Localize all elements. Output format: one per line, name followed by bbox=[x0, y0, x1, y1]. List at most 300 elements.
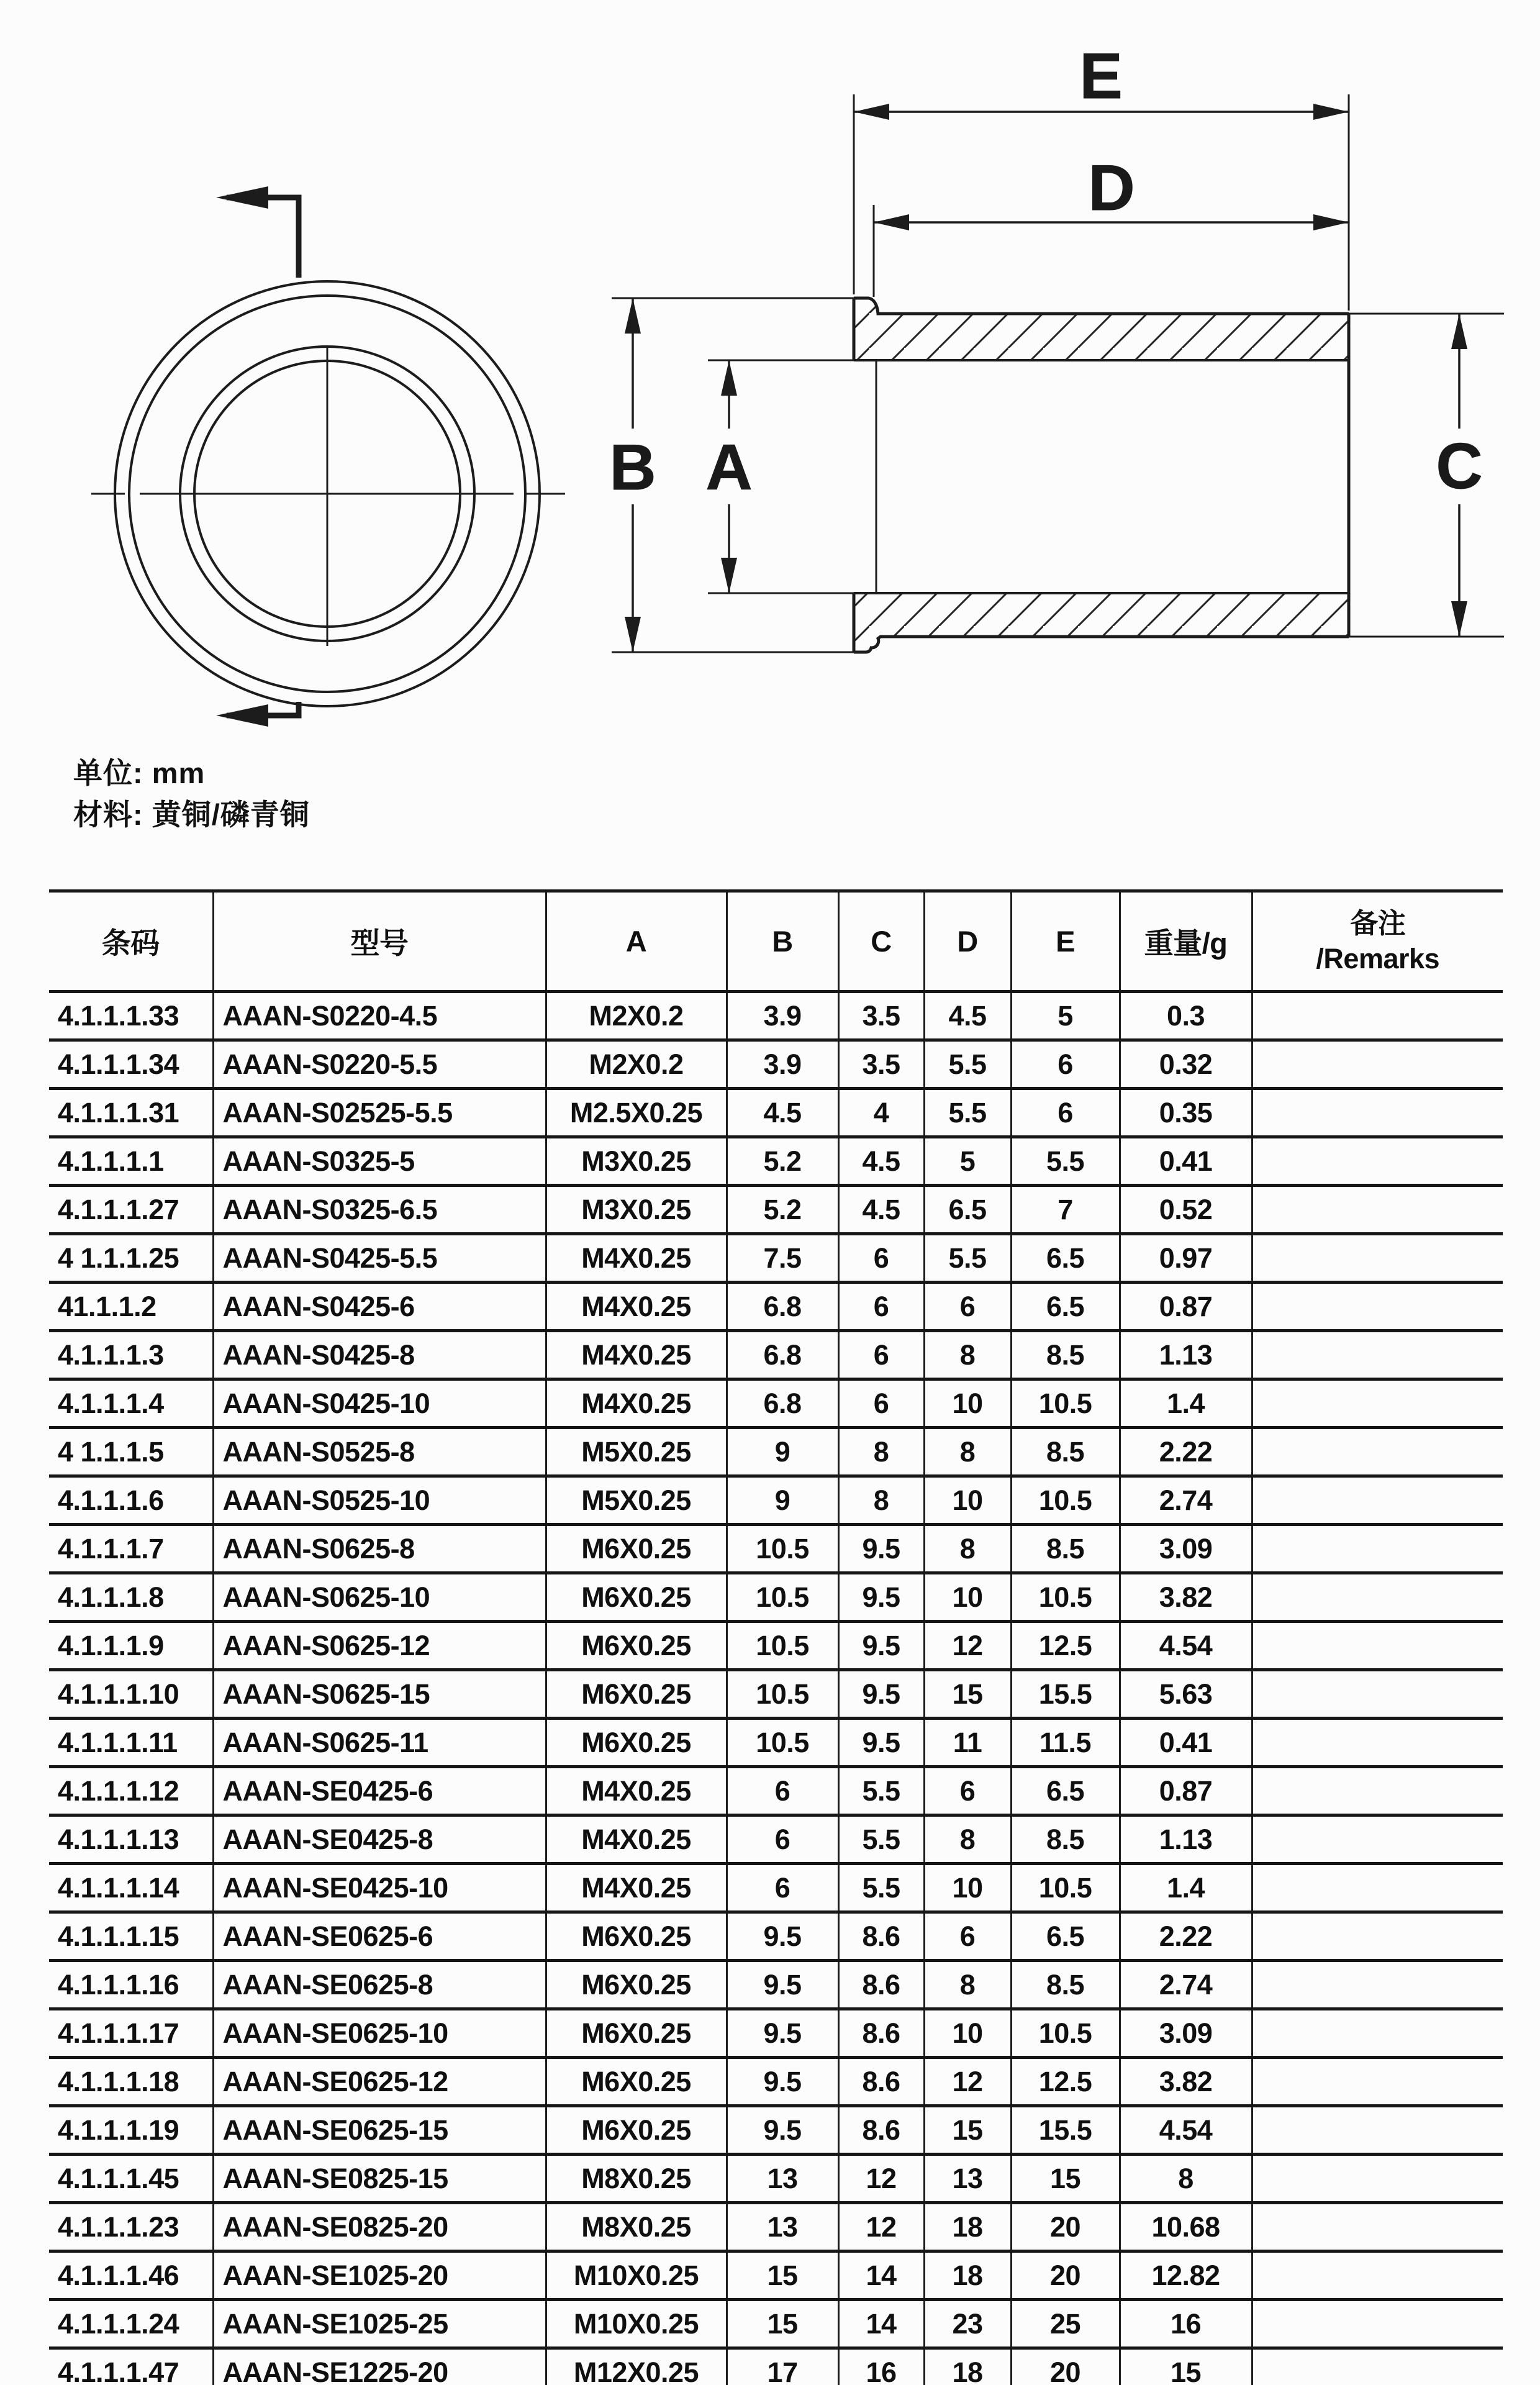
d-cell: 18 bbox=[924, 2251, 1011, 2300]
barcode-cell: 4.1.1.1.34 bbox=[49, 1040, 213, 1089]
model-cell: AAAN-S02525-5.5 bbox=[213, 1089, 546, 1137]
a-cell: M4X0.25 bbox=[546, 1767, 727, 1815]
table-row bbox=[49, 2300, 1503, 2348]
table-header-row bbox=[49, 891, 1503, 992]
d-cell: 10 bbox=[924, 1864, 1011, 1912]
a-cell: M6X0.25 bbox=[546, 1719, 727, 1767]
remarks-cell bbox=[1252, 1186, 1503, 1234]
c-cell: 8.6 bbox=[838, 2009, 924, 2058]
weight-cell: 1.4 bbox=[1120, 1379, 1252, 1428]
d-cell: 18 bbox=[924, 2203, 1011, 2251]
d-cell: 6 bbox=[924, 1283, 1011, 1331]
dim-label-C: C bbox=[1436, 430, 1483, 502]
c-cell: 6 bbox=[838, 1234, 924, 1283]
barcode-cell: 4.1.1.1.10 bbox=[49, 1670, 213, 1719]
header-model: 型号 bbox=[213, 891, 546, 992]
remarks-cell bbox=[1252, 2348, 1503, 2385]
d-cell: 8 bbox=[924, 1428, 1011, 1476]
a-cell: M4X0.25 bbox=[546, 1331, 727, 1379]
e-cell: 6 bbox=[1011, 1089, 1120, 1137]
b-cell: 9.5 bbox=[727, 2058, 838, 2106]
dimension-arrows bbox=[625, 104, 1467, 652]
weight-cell: 2.74 bbox=[1120, 1476, 1252, 1525]
e-cell: 8.5 bbox=[1011, 1331, 1120, 1379]
b-cell: 9 bbox=[727, 1428, 838, 1476]
table-row bbox=[49, 1379, 1503, 1428]
d-cell: 23 bbox=[924, 2300, 1011, 2348]
e-cell: 25 bbox=[1011, 2300, 1120, 2348]
table-row bbox=[49, 1186, 1503, 1234]
d-cell: 13 bbox=[924, 2155, 1011, 2203]
weight-cell: 10.68 bbox=[1120, 2203, 1252, 2251]
weight-cell: 2.22 bbox=[1120, 1428, 1252, 1476]
table-row bbox=[49, 1137, 1503, 1186]
d-cell: 15 bbox=[924, 1670, 1011, 1719]
c-cell: 3.5 bbox=[838, 992, 924, 1040]
a-cell: M5X0.25 bbox=[546, 1428, 727, 1476]
weight-cell: 8 bbox=[1120, 2155, 1252, 2203]
material-note: 材料: 黄铜/磷青铜 bbox=[73, 797, 310, 831]
c-cell: 9.5 bbox=[838, 1622, 924, 1670]
b-cell: 6 bbox=[727, 1767, 838, 1815]
c-cell: 5.5 bbox=[838, 1767, 924, 1815]
b-cell: 3.9 bbox=[727, 992, 838, 1040]
remarks-cell bbox=[1252, 1331, 1503, 1379]
b-cell: 9.5 bbox=[727, 2009, 838, 2058]
barcode-cell: 4.1.1.1.17 bbox=[49, 2009, 213, 2058]
a-cell: M4X0.25 bbox=[546, 1283, 727, 1331]
d-cell: 4.5 bbox=[924, 992, 1011, 1040]
table-row bbox=[49, 1719, 1503, 1767]
model-cell: AAAN-S0625-11 bbox=[213, 1719, 546, 1767]
dim-label-B: B bbox=[609, 432, 656, 504]
table-row bbox=[49, 1428, 1503, 1476]
c-cell: 9.5 bbox=[838, 1719, 924, 1767]
a-cell: M5X0.25 bbox=[546, 1476, 727, 1525]
table-row bbox=[49, 1815, 1503, 1864]
remarks-cell bbox=[1252, 1864, 1503, 1912]
c-cell: 16 bbox=[838, 2348, 924, 2385]
weight-cell: 3.09 bbox=[1120, 2009, 1252, 2058]
remarks-cell bbox=[1252, 1815, 1503, 1864]
remarks-cell bbox=[1252, 1525, 1503, 1573]
weight-cell: 0.97 bbox=[1120, 1234, 1252, 1283]
table-row bbox=[49, 1283, 1503, 1331]
c-cell: 4 bbox=[838, 1089, 924, 1137]
weight-cell: 1.13 bbox=[1120, 1331, 1252, 1379]
weight-cell: 15 bbox=[1120, 2348, 1252, 2385]
weight-cell: 0.32 bbox=[1120, 1040, 1252, 1089]
b-cell: 15 bbox=[727, 2251, 838, 2300]
table-row bbox=[49, 1089, 1503, 1137]
weight-cell: 0.87 bbox=[1120, 1767, 1252, 1815]
a-cell: M2X0.2 bbox=[546, 992, 727, 1040]
barcode-cell: 4.1.1.1.46 bbox=[49, 2251, 213, 2300]
weight-cell: 0.87 bbox=[1120, 1283, 1252, 1331]
remarks-cell bbox=[1252, 1719, 1503, 1767]
b-cell: 5.2 bbox=[727, 1137, 838, 1186]
a-cell: M10X0.25 bbox=[546, 2300, 727, 2348]
d-cell: 8 bbox=[924, 1331, 1011, 1379]
table-row bbox=[49, 1331, 1503, 1379]
table-row bbox=[49, 1670, 1503, 1719]
model-cell: AAAN-S0625-8 bbox=[213, 1525, 546, 1573]
barcode-cell: 4.1.1.1.4 bbox=[49, 1379, 213, 1428]
c-cell: 14 bbox=[838, 2300, 924, 2348]
model-cell: AAAN-SE0425-10 bbox=[213, 1864, 546, 1912]
c-cell: 6 bbox=[838, 1331, 924, 1379]
a-cell: M2.5X0.25 bbox=[546, 1089, 727, 1137]
weight-cell: 2.22 bbox=[1120, 1912, 1252, 1961]
b-cell: 9 bbox=[727, 1476, 838, 1525]
barcode-cell: 4.1.1.1.7 bbox=[49, 1525, 213, 1573]
barcode-cell: 4.1.1.1.9 bbox=[49, 1622, 213, 1670]
remarks-cell bbox=[1252, 1234, 1503, 1283]
table-row bbox=[49, 1525, 1503, 1573]
section-arrow-top bbox=[216, 186, 268, 209]
weight-cell: 1.4 bbox=[1120, 1864, 1252, 1912]
model-cell: AAAN-S0625-15 bbox=[213, 1670, 546, 1719]
weight-cell: 4.54 bbox=[1120, 2106, 1252, 2155]
table-row bbox=[49, 1961, 1503, 2009]
remarks-cell bbox=[1252, 2203, 1503, 2251]
c-cell: 8.6 bbox=[838, 2058, 924, 2106]
table-row bbox=[49, 2203, 1503, 2251]
remarks-cell bbox=[1252, 2300, 1503, 2348]
a-cell: M4X0.25 bbox=[546, 1234, 727, 1283]
barcode-cell: 4.1.1.1.6 bbox=[49, 1476, 213, 1525]
e-cell: 6.5 bbox=[1011, 1767, 1120, 1815]
weight-cell: 12.82 bbox=[1120, 2251, 1252, 2300]
weight-cell: 3.82 bbox=[1120, 1573, 1252, 1622]
barcode-cell: 4.1.1.1.31 bbox=[49, 1089, 213, 1137]
header-e: E bbox=[1011, 891, 1120, 992]
table-row bbox=[49, 1573, 1503, 1622]
d-cell: 8 bbox=[924, 1525, 1011, 1573]
e-cell: 5 bbox=[1011, 992, 1120, 1040]
remarks-cell bbox=[1252, 1089, 1503, 1137]
model-cell: AAAN-SE0425-8 bbox=[213, 1815, 546, 1864]
barcode-cell: 4.1.1.1.19 bbox=[49, 2106, 213, 2155]
model-cell: AAAN-S0425-8 bbox=[213, 1331, 546, 1379]
barcode-cell: 4.1.1.1.45 bbox=[49, 2155, 213, 2203]
barcode-cell: 4.1.1.1.8 bbox=[49, 1573, 213, 1622]
b-cell: 5.2 bbox=[727, 1186, 838, 1234]
section-arrow-bottom bbox=[216, 704, 268, 727]
spec-table bbox=[49, 889, 1503, 2385]
model-cell: AAAN-S0325-6.5 bbox=[213, 1186, 546, 1234]
e-cell: 12.5 bbox=[1011, 1622, 1120, 1670]
section-cut-arrows bbox=[216, 186, 299, 727]
table-row bbox=[49, 1767, 1503, 1815]
remarks-cell bbox=[1252, 2009, 1503, 2058]
b-cell: 9.5 bbox=[727, 1912, 838, 1961]
header-c: C bbox=[838, 891, 924, 992]
weight-cell: 3.09 bbox=[1120, 1525, 1252, 1573]
c-cell: 8 bbox=[838, 1476, 924, 1525]
a-cell: M12X0.25 bbox=[546, 2348, 727, 2385]
barcode-cell: 4 1.1.1.25 bbox=[49, 1234, 213, 1283]
b-cell: 10.5 bbox=[727, 1670, 838, 1719]
table-row bbox=[49, 1234, 1503, 1283]
remarks-cell bbox=[1252, 1476, 1503, 1525]
table-row bbox=[49, 2251, 1503, 2300]
c-cell: 5.5 bbox=[838, 1815, 924, 1864]
d-cell: 5.5 bbox=[924, 1089, 1011, 1137]
e-cell: 7 bbox=[1011, 1186, 1120, 1234]
remarks-cell bbox=[1252, 2155, 1503, 2203]
table-row bbox=[49, 1476, 1503, 1525]
weight-cell: 1.13 bbox=[1120, 1815, 1252, 1864]
e-cell: 8.5 bbox=[1011, 1525, 1120, 1573]
b-cell: 17 bbox=[727, 2348, 838, 2385]
remarks-cell bbox=[1252, 2251, 1503, 2300]
b-cell: 6.8 bbox=[727, 1283, 838, 1331]
a-cell: M8X0.25 bbox=[546, 2155, 727, 2203]
c-cell: 8.6 bbox=[838, 2106, 924, 2155]
remarks-cell bbox=[1252, 2058, 1503, 2106]
model-cell: AAAN-SE0625-8 bbox=[213, 1961, 546, 2009]
dim-label-A: A bbox=[705, 432, 753, 504]
e-cell: 10.5 bbox=[1011, 1573, 1120, 1622]
a-cell: M4X0.25 bbox=[546, 1864, 727, 1912]
barcode-cell: 4.1.1.1.14 bbox=[49, 1864, 213, 1912]
e-cell: 8.5 bbox=[1011, 1961, 1120, 2009]
b-cell: 9.5 bbox=[727, 1961, 838, 2009]
barcode-cell: 4.1.1.1.1 bbox=[49, 1137, 213, 1186]
table-row bbox=[49, 1864, 1503, 1912]
a-cell: M6X0.25 bbox=[546, 1622, 727, 1670]
model-cell: AAAN-SE0625-12 bbox=[213, 2058, 546, 2106]
dim-label-E: E bbox=[1079, 40, 1123, 112]
d-cell: 11 bbox=[924, 1719, 1011, 1767]
model-cell: AAAN-S0625-12 bbox=[213, 1622, 546, 1670]
d-cell: 15 bbox=[924, 2106, 1011, 2155]
b-cell: 6 bbox=[727, 1815, 838, 1864]
bottom-wall-hatch bbox=[854, 593, 1349, 652]
dim-label-D: D bbox=[1088, 152, 1135, 224]
e-cell: 15.5 bbox=[1011, 2106, 1120, 2155]
a-cell: M3X0.25 bbox=[546, 1137, 727, 1186]
e-cell: 20 bbox=[1011, 2251, 1120, 2300]
e-cell: 20 bbox=[1011, 2203, 1120, 2251]
weight-cell: 0.52 bbox=[1120, 1186, 1252, 1234]
d-cell: 18 bbox=[924, 2348, 1011, 2385]
barcode-cell: 4.1.1.1.11 bbox=[49, 1719, 213, 1767]
section-view bbox=[605, 40, 1504, 652]
e-cell: 6.5 bbox=[1011, 1912, 1120, 1961]
barcode-cell: 4.1.1.1.16 bbox=[49, 1961, 213, 2009]
d-cell: 6 bbox=[924, 1912, 1011, 1961]
e-cell: 11.5 bbox=[1011, 1719, 1120, 1767]
table-row bbox=[49, 1622, 1503, 1670]
e-cell: 15 bbox=[1011, 2155, 1120, 2203]
b-cell: 13 bbox=[727, 2203, 838, 2251]
c-cell: 5.5 bbox=[838, 1864, 924, 1912]
model-cell: AAAN-S0325-5 bbox=[213, 1137, 546, 1186]
b-cell: 6 bbox=[727, 1864, 838, 1912]
model-cell: AAAN-S0425-10 bbox=[213, 1379, 546, 1428]
top-wall-hatch bbox=[854, 298, 1349, 360]
e-cell: 10.5 bbox=[1011, 1476, 1120, 1525]
barcode-cell: 4.1.1.1.47 bbox=[49, 2348, 213, 2385]
a-cell: M6X0.25 bbox=[546, 2058, 727, 2106]
table-row bbox=[49, 2155, 1503, 2203]
a-cell: M8X0.25 bbox=[546, 2203, 727, 2251]
table-row bbox=[49, 1040, 1503, 1089]
d-cell: 10 bbox=[924, 1379, 1011, 1428]
table-row bbox=[49, 992, 1503, 1040]
extension-lines bbox=[612, 94, 1504, 652]
d-cell: 6.5 bbox=[924, 1186, 1011, 1234]
model-cell: AAAN-SE1025-20 bbox=[213, 2251, 546, 2300]
a-cell: M2X0.2 bbox=[546, 1040, 727, 1089]
barcode-cell: 4.1.1.1.18 bbox=[49, 2058, 213, 2106]
e-cell: 6.5 bbox=[1011, 1234, 1120, 1283]
weight-cell: 16 bbox=[1120, 2300, 1252, 2348]
a-cell: M6X0.25 bbox=[546, 1573, 727, 1622]
a-cell: M6X0.25 bbox=[546, 1912, 727, 1961]
c-cell: 8.6 bbox=[838, 1912, 924, 1961]
header-remarks-line2: /Remarks bbox=[1316, 942, 1440, 974]
weight-cell: 0.41 bbox=[1120, 1719, 1252, 1767]
c-cell: 8.6 bbox=[838, 1961, 924, 2009]
model-cell: AAAN-SE1025-25 bbox=[213, 2300, 546, 2348]
weight-cell: 3.82 bbox=[1120, 2058, 1252, 2106]
d-cell: 8 bbox=[924, 1961, 1011, 2009]
b-cell: 6.8 bbox=[727, 1379, 838, 1428]
header-b: B bbox=[727, 891, 838, 992]
barcode-cell: 4.1.1.1.24 bbox=[49, 2300, 213, 2348]
table-row bbox=[49, 1912, 1503, 1961]
b-cell: 15 bbox=[727, 2300, 838, 2348]
model-cell: AAAN-S0220-5.5 bbox=[213, 1040, 546, 1089]
c-cell: 9.5 bbox=[838, 1573, 924, 1622]
e-cell: 15.5 bbox=[1011, 1670, 1120, 1719]
c-cell: 12 bbox=[838, 2203, 924, 2251]
c-cell: 3.5 bbox=[838, 1040, 924, 1089]
a-cell: M6X0.25 bbox=[546, 1961, 727, 2009]
d-cell: 8 bbox=[924, 1815, 1011, 1864]
barcode-cell: 4 1.1.1.5 bbox=[49, 1428, 213, 1476]
weight-cell: 0.35 bbox=[1120, 1089, 1252, 1137]
unit-note: 单位: mm bbox=[73, 756, 206, 789]
table-body bbox=[49, 992, 1503, 2385]
barcode-cell: 41.1.1.2 bbox=[49, 1283, 213, 1331]
e-cell: 5.5 bbox=[1011, 1137, 1120, 1186]
table-row bbox=[49, 2058, 1503, 2106]
d-cell: 12 bbox=[924, 1622, 1011, 1670]
d-cell: 10 bbox=[924, 1476, 1011, 1525]
barcode-cell: 4.1.1.1.23 bbox=[49, 2203, 213, 2251]
a-cell: M4X0.25 bbox=[546, 1815, 727, 1864]
d-cell: 5 bbox=[924, 1137, 1011, 1186]
model-cell: AAAN-SE0625-15 bbox=[213, 2106, 546, 2155]
c-cell: 6 bbox=[838, 1283, 924, 1331]
b-cell: 6.8 bbox=[727, 1331, 838, 1379]
model-cell: AAAN-SE0625-10 bbox=[213, 2009, 546, 2058]
remarks-cell bbox=[1252, 1670, 1503, 1719]
e-cell: 12.5 bbox=[1011, 2058, 1120, 2106]
b-cell: 10.5 bbox=[727, 1525, 838, 1573]
dimension-lines bbox=[633, 112, 1459, 652]
remarks-cell bbox=[1252, 1622, 1503, 1670]
c-cell: 4.5 bbox=[838, 1186, 924, 1234]
table-row bbox=[49, 2348, 1503, 2385]
e-cell: 8.5 bbox=[1011, 1428, 1120, 1476]
c-cell: 6 bbox=[838, 1379, 924, 1428]
remarks-cell bbox=[1252, 1137, 1503, 1186]
b-cell: 3.9 bbox=[727, 1040, 838, 1089]
a-cell: M3X0.25 bbox=[546, 1186, 727, 1234]
notes-block bbox=[73, 753, 310, 835]
table-row bbox=[49, 2009, 1503, 2058]
e-cell: 6 bbox=[1011, 1040, 1120, 1089]
model-cell: AAAN-SE1225-20 bbox=[213, 2348, 546, 2385]
d-cell: 10 bbox=[924, 2009, 1011, 2058]
header-weight: 重量/g bbox=[1120, 891, 1252, 992]
b-cell: 10.5 bbox=[727, 1719, 838, 1767]
d-cell: 6 bbox=[924, 1767, 1011, 1815]
header-barcode: 条码 bbox=[49, 891, 213, 992]
a-cell: M4X0.25 bbox=[546, 1379, 727, 1428]
e-cell: 8.5 bbox=[1011, 1815, 1120, 1864]
front-view bbox=[91, 186, 565, 727]
remarks-cell bbox=[1252, 1912, 1503, 1961]
c-cell: 14 bbox=[838, 2251, 924, 2300]
model-cell: AAAN-S0220-4.5 bbox=[213, 992, 546, 1040]
c-cell: 8 bbox=[838, 1428, 924, 1476]
b-cell: 9.5 bbox=[727, 2106, 838, 2155]
c-cell: 9.5 bbox=[838, 1525, 924, 1573]
barcode-cell: 4.1.1.1.33 bbox=[49, 992, 213, 1040]
model-cell: AAAN-S0425-5.5 bbox=[213, 1234, 546, 1283]
weight-cell: 4.54 bbox=[1120, 1622, 1252, 1670]
b-cell: 7.5 bbox=[727, 1234, 838, 1283]
weight-cell: 5.63 bbox=[1120, 1670, 1252, 1719]
d-cell: 5.5 bbox=[924, 1040, 1011, 1089]
barcode-cell: 4.1.1.1.12 bbox=[49, 1767, 213, 1815]
a-cell: M6X0.25 bbox=[546, 1670, 727, 1719]
remarks-cell bbox=[1252, 2106, 1503, 2155]
remarks-cell bbox=[1252, 1040, 1503, 1089]
remarks-cell bbox=[1252, 1767, 1503, 1815]
b-cell: 10.5 bbox=[727, 1573, 838, 1622]
remarks-cell bbox=[1252, 1428, 1503, 1476]
weight-cell: 0.41 bbox=[1120, 1137, 1252, 1186]
header-d: D bbox=[924, 891, 1011, 992]
barcode-cell: 4.1.1.1.27 bbox=[49, 1186, 213, 1234]
model-cell: AAAN-SE0825-15 bbox=[213, 2155, 546, 2203]
remarks-cell bbox=[1252, 1573, 1503, 1622]
barcode-cell: 4.1.1.1.13 bbox=[49, 1815, 213, 1864]
d-cell: 5.5 bbox=[924, 1234, 1011, 1283]
e-cell: 10.5 bbox=[1011, 2009, 1120, 2058]
remarks-cell bbox=[1252, 1961, 1503, 2009]
e-cell: 20 bbox=[1011, 2348, 1120, 2385]
a-cell: M6X0.25 bbox=[546, 1525, 727, 1573]
b-cell: 10.5 bbox=[727, 1622, 838, 1670]
model-cell: AAAN-S0425-6 bbox=[213, 1283, 546, 1331]
remarks-cell bbox=[1252, 992, 1503, 1040]
c-cell: 9.5 bbox=[838, 1670, 924, 1719]
weight-cell: 0.3 bbox=[1120, 992, 1252, 1040]
model-cell: AAAN-S0525-10 bbox=[213, 1476, 546, 1525]
e-cell: 6.5 bbox=[1011, 1283, 1120, 1331]
header-remarks-line1: 备注 bbox=[1350, 907, 1406, 940]
header-a: A bbox=[546, 891, 727, 992]
table-row bbox=[49, 2106, 1503, 2155]
